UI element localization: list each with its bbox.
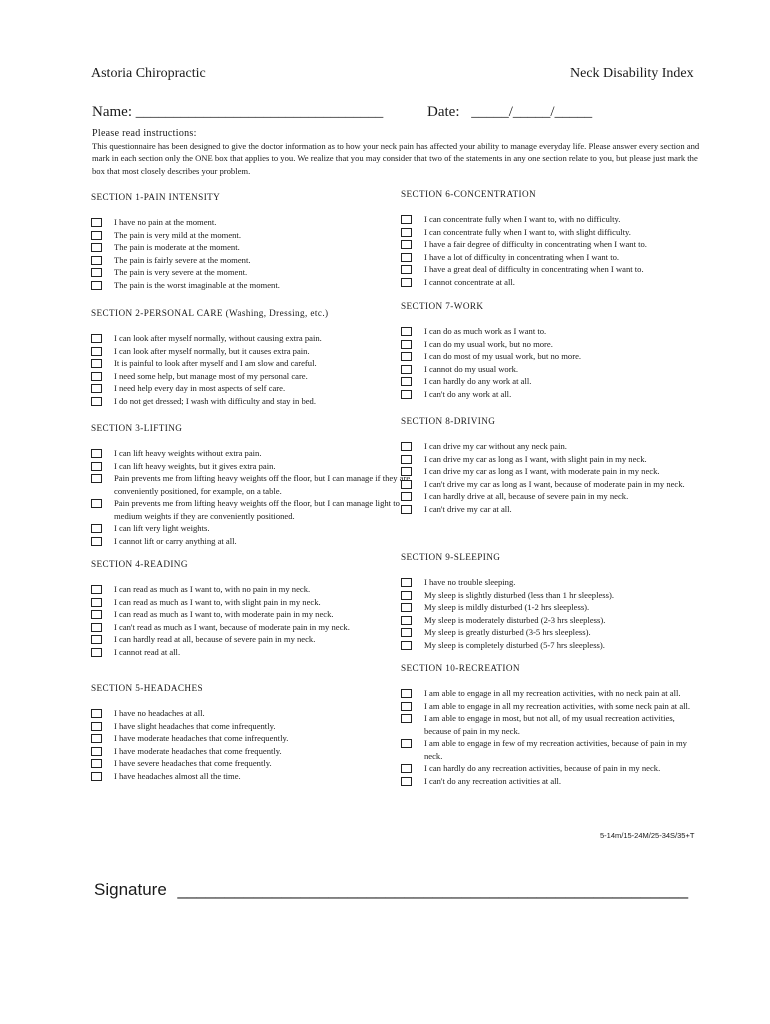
option-text: I cannot do my usual work. (424, 363, 519, 374)
option-text: I have moderate headaches that come infrequently. (114, 733, 289, 743)
checkbox[interactable] (91, 598, 102, 607)
section-10 (401, 661, 721, 787)
checkbox[interactable] (91, 256, 102, 265)
checkbox[interactable] (401, 390, 412, 399)
option-text: I can do most of my usual work, but no more. (424, 351, 582, 361)
checkbox[interactable] (91, 268, 102, 277)
option-row (91, 229, 411, 242)
checkbox[interactable] (401, 641, 412, 650)
option-text: I need some help, but manage most of my personal care. (114, 370, 308, 381)
checkbox[interactable] (91, 462, 102, 471)
option-text: I can't drive my car as long as I want, because of moderate pain in my neck. (424, 478, 685, 489)
option-row (401, 350, 721, 363)
checkbox[interactable] (401, 265, 412, 274)
checkbox[interactable] (401, 340, 412, 349)
option-text: I have slight headaches that come infrequently. (114, 720, 276, 731)
section-title: SECTION 5-HEADACHES (91, 683, 203, 693)
option-row (91, 279, 411, 292)
option-row (401, 375, 721, 388)
checkbox[interactable] (401, 455, 412, 464)
checkbox[interactable] (91, 449, 102, 458)
checkbox[interactable] (91, 759, 102, 768)
option-row (91, 621, 411, 634)
checkbox[interactable] (401, 591, 412, 600)
option-text: It is painful to look after myself and I am slow and careful. (114, 358, 317, 368)
option-text: I can read as much as I want to, with moderate pain in my neck. (114, 609, 334, 619)
option-row (91, 720, 411, 733)
option-row (401, 503, 721, 516)
checkbox[interactable] (401, 215, 412, 224)
section-title: SECTION 8-DRIVING (401, 416, 496, 426)
option-text: I am able to engage in most, but not all, of my usual recreation activities, because of pain in my neck. (424, 713, 675, 736)
option-text: I need help every day in most aspects of self care. (114, 383, 286, 393)
option-row (401, 712, 721, 737)
option-row (91, 460, 411, 473)
name-label: Name: (92, 104, 132, 120)
checkbox[interactable] (401, 739, 412, 748)
option-row (401, 363, 721, 376)
option-row (91, 646, 411, 659)
option-text: I have a great deal of difficulty in concentrating when I want to. (424, 264, 644, 274)
option-row (91, 596, 411, 609)
section-title: SECTION 3-LIFTING (91, 423, 183, 433)
option-text: Pain prevents me from lifting heavy weights off the floor, but I can manage light to medium weights if they are conveniently positioned. (114, 498, 400, 521)
option-text: I can hardly do any work at all. (424, 376, 532, 386)
option-row (91, 447, 411, 460)
option-row (401, 465, 721, 478)
option-text: I cannot lift or carry anything at all. (114, 535, 237, 546)
checkbox[interactable] (91, 623, 102, 632)
option-text: I do not get dressed; I wash with difficulty and stay in bed. (114, 395, 316, 406)
right-column (401, 187, 721, 787)
date-field-row (427, 104, 592, 121)
section-title: SECTION 2-PERSONAL CARE (Washing, Dressing, etc.) (91, 308, 329, 318)
option-row (401, 213, 721, 226)
option-row (401, 737, 721, 762)
name-field-row (92, 104, 383, 121)
option-text: My sleep is mildly disturbed (1-2 hrs sleepless). (424, 602, 590, 612)
option-text: I can do as much work as I want to. (424, 326, 547, 336)
checkbox[interactable] (401, 228, 412, 237)
checkbox[interactable] (401, 240, 412, 249)
option-row (401, 601, 721, 614)
option-text: I cannot read at all. (114, 646, 181, 657)
option-row (401, 440, 721, 453)
option-row (91, 266, 411, 279)
option-text: I can hardly read at all, because of severe pain in my neck. (114, 634, 316, 644)
option-row (91, 216, 411, 229)
option-row (401, 325, 721, 338)
option-text: I can drive my car as long as I want, with slight pain in my neck. (424, 453, 647, 464)
checkbox[interactable] (401, 492, 412, 501)
option-text: I can concentrate fully when I want to, with no difficulty. (424, 214, 621, 224)
checkbox[interactable] (91, 648, 102, 657)
section-5 (91, 681, 411, 782)
option-text: I can look after myself normally, but it causes extra pain. (114, 345, 310, 356)
form-title: Neck Disability Index (570, 66, 694, 81)
option-row (401, 775, 721, 788)
option-row (91, 357, 411, 370)
option-row (401, 687, 721, 700)
option-text: I can drive my car as long as I want, with moderate pain in my neck. (424, 466, 660, 476)
option-text: I can't drive my car at all. (424, 503, 512, 514)
section-title: SECTION 9-SLEEPING (401, 552, 501, 562)
option-text: My sleep is slightly disturbed (less than 1 hr sleepless). (424, 589, 614, 600)
option-row (91, 732, 411, 745)
option-text: I can lift heavy weights without extra pain. (114, 448, 262, 458)
checkbox[interactable] (91, 372, 102, 381)
option-text: I can drive my car without any neck pain. (424, 441, 567, 451)
signature-row (94, 880, 688, 900)
signature-label: Signature (94, 880, 167, 899)
option-row (401, 263, 721, 276)
option-row (401, 238, 721, 251)
option-row (401, 614, 721, 627)
option-text: I have no pain at the moment. (114, 217, 217, 227)
option-text: I can hardly do any recreation activities, because of pain in my neck. (424, 763, 661, 773)
option-text: I can do my usual work, but no more. (424, 338, 553, 349)
option-text: Pain prevents me from lifting heavy weights off the floor, but I can manage if they are conveniently positioned, for example, on a table. (114, 473, 411, 496)
option-row (91, 583, 411, 596)
option-row (91, 241, 411, 254)
option-text: I have a lot of difficulty in concentrating when I want to. (424, 251, 620, 262)
checkbox[interactable] (401, 714, 412, 723)
option-text: The pain is very severe at the moment. (114, 267, 248, 277)
option-text: I can concentrate fully when I want to, with slight difficulty. (424, 226, 631, 237)
checkbox[interactable] (401, 253, 412, 262)
option-text: I have severe headaches that come frequently. (114, 758, 272, 768)
checkbox[interactable] (401, 616, 412, 625)
checkbox[interactable] (91, 747, 102, 756)
option-text: The pain is moderate at the moment. (114, 242, 240, 252)
option-text: I can't do any recreation activities at all. (424, 775, 562, 786)
section-title: SECTION 10-RECREATION (401, 663, 520, 673)
option-text: My sleep is greatly disturbed (3-5 hrs sleepless). (424, 627, 591, 637)
checkbox[interactable] (401, 327, 412, 336)
checkbox[interactable] (91, 610, 102, 619)
checkbox[interactable] (91, 334, 102, 343)
checkbox[interactable] (91, 524, 102, 533)
option-row (91, 522, 411, 535)
section-6 (401, 187, 721, 299)
option-row (91, 472, 411, 497)
option-row (91, 770, 411, 783)
option-text: I can lift heavy weights, but it gives extra pain. (114, 460, 276, 471)
date-label: Date: (427, 104, 460, 120)
section-4 (91, 557, 411, 681)
section-2 (91, 306, 411, 421)
checkbox[interactable] (91, 384, 102, 393)
option-text: I can't read as much as I want, because of moderate pain in my neck. (114, 621, 350, 632)
option-text: I have no trouble sleeping. (424, 577, 516, 587)
option-text: The pain is very mild at the moment. (114, 229, 241, 240)
option-row (401, 589, 721, 602)
option-row (91, 497, 411, 522)
checkbox[interactable] (401, 764, 412, 773)
checkbox[interactable] (91, 734, 102, 743)
option-row (91, 633, 411, 646)
option-row (401, 576, 721, 589)
score-code: 5-14m/15-24M/25-34S/35+T (600, 831, 695, 840)
option-row (401, 762, 721, 775)
option-row (91, 608, 411, 621)
option-text: The pain is the worst imaginable at the moment. (114, 279, 280, 290)
option-row (401, 276, 721, 289)
option-row (401, 490, 721, 503)
option-text: I can't do any work at all. (424, 388, 512, 399)
option-row (91, 332, 411, 345)
name-input-line[interactable]: _________________________________ (135, 104, 384, 120)
instructions-title: Please read instructions: (92, 128, 197, 139)
checkbox[interactable] (401, 442, 412, 451)
option-row (401, 338, 721, 351)
section-title: SECTION 4-READING (91, 559, 188, 569)
checkbox[interactable] (401, 689, 412, 698)
checkbox[interactable] (91, 281, 102, 290)
checkbox[interactable] (401, 603, 412, 612)
checkbox[interactable] (91, 231, 102, 240)
checkbox[interactable] (91, 722, 102, 731)
option-row (91, 535, 411, 548)
option-text: I cannot concentrate at all. (424, 276, 515, 287)
section-7 (401, 299, 721, 414)
checkbox[interactable] (91, 397, 102, 406)
left-column (91, 190, 411, 782)
section-9 (401, 550, 721, 661)
option-text: I can look after myself normally, without causing extra pain. (114, 333, 322, 343)
option-row (91, 345, 411, 358)
option-text: I have moderate headaches that come frequently. (114, 745, 282, 756)
checkbox[interactable] (91, 635, 102, 644)
option-text: I can hardly drive at all, because of severe pain in my neck. (424, 491, 629, 501)
checkbox[interactable] (401, 480, 412, 489)
checkbox[interactable] (401, 377, 412, 386)
section-title: SECTION 7-WORK (401, 301, 484, 311)
checkbox[interactable] (401, 352, 412, 361)
checkbox[interactable] (401, 628, 412, 637)
option-row (401, 226, 721, 239)
section-3 (91, 421, 411, 557)
option-row (91, 254, 411, 267)
instructions-text: This questionnaire has been designed to give the doctor information as to how your neck pain has affected your ability to manage everyday life. Please answer every section and mark in each section only the ONE box that applies to you. We realize that you may consider that two of the statements in any one section relate to you, but please just mark the box that most closely describes your problem. (92, 141, 700, 176)
option-text: I can read as much as I want to, with no pain in my neck. (114, 584, 311, 594)
option-text: I have a fair degree of difficulty in concentrating when I want to. (424, 239, 647, 249)
option-text: I am able to engage in all my recreation activities, with no neck pain at all. (424, 688, 681, 698)
option-text: The pain is fairly severe at the moment. (114, 254, 251, 265)
section-1 (91, 190, 411, 306)
section-title: SECTION 6-CONCENTRATION (401, 189, 537, 199)
option-row (91, 745, 411, 758)
checkbox[interactable] (401, 702, 412, 711)
checkbox[interactable] (91, 359, 102, 368)
option-row (91, 757, 411, 770)
checkbox[interactable] (91, 709, 102, 718)
option-text: My sleep is completely disturbed (5-7 hrs sleepless). (424, 639, 605, 650)
option-row (401, 251, 721, 264)
option-row (401, 626, 721, 639)
option-row (401, 388, 721, 401)
checkbox[interactable] (401, 777, 412, 786)
checkbox[interactable] (401, 278, 412, 287)
section-title: SECTION 1-PAIN INTENSITY (91, 192, 221, 202)
checkbox[interactable] (401, 505, 412, 514)
option-text: I have headaches almost all the time. (114, 770, 241, 781)
option-text: I can read as much as I want to, with slight pain in my neck. (114, 596, 321, 607)
section-8 (401, 414, 721, 550)
option-text: I am able to engage in all my recreation activities, with some neck pain at all. (424, 700, 691, 711)
checkbox[interactable] (91, 218, 102, 227)
signature-input-line[interactable]: ______________________________________________________ (177, 880, 689, 899)
checkbox[interactable] (91, 243, 102, 252)
checkbox[interactable] (401, 365, 412, 374)
option-text: I have no headaches at all. (114, 708, 205, 718)
option-row (91, 395, 411, 408)
option-row (401, 700, 721, 713)
option-text: I am able to engage in few of my recreation activities, because of pain in my neck. (424, 738, 687, 761)
clinic-name: Astoria Chiropractic (91, 66, 206, 81)
option-row (91, 707, 411, 720)
option-row (91, 370, 411, 383)
checkbox[interactable] (401, 578, 412, 587)
checkbox[interactable] (91, 347, 102, 356)
option-row (91, 382, 411, 395)
checkbox[interactable] (91, 585, 102, 594)
checkbox[interactable] (91, 474, 102, 483)
option-text: I can lift very light weights. (114, 523, 210, 533)
checkbox[interactable] (91, 537, 102, 546)
option-text: My sleep is moderately disturbed (2-3 hrs sleepless). (424, 614, 606, 625)
option-row (401, 453, 721, 466)
checkbox[interactable] (91, 499, 102, 508)
date-input-line[interactable]: _____/_____/_____ (471, 104, 593, 120)
option-row (401, 478, 721, 491)
checkbox[interactable] (91, 772, 102, 781)
checkbox[interactable] (401, 467, 412, 476)
option-row (401, 639, 721, 652)
